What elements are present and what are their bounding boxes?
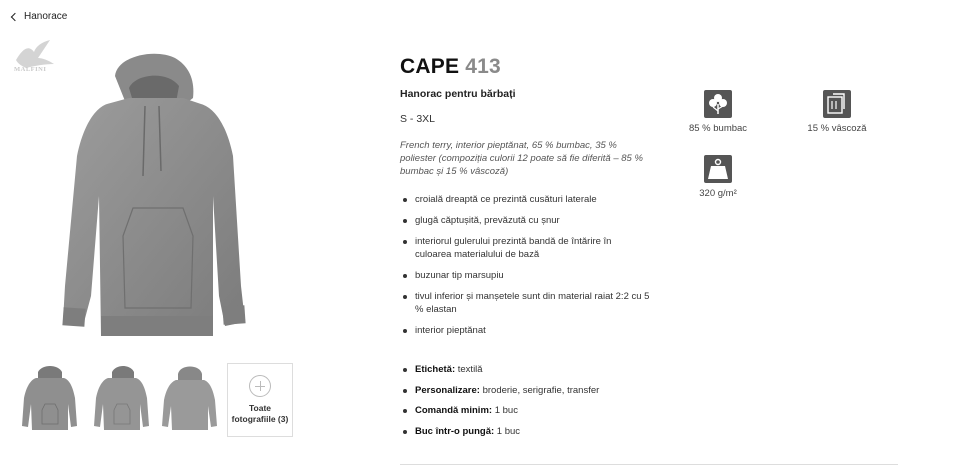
cotton-plant-icon [703,89,733,119]
chevron-left-icon [11,12,19,20]
gallery-all-photos-label: Toate fotografiile (3) [231,403,289,424]
feature-item: glugă căptușită, prevăzută cu șnur [400,214,650,227]
gallery-all-photos-button[interactable] [227,363,293,437]
weight-icon [703,154,733,184]
gallery-thumb-side[interactable] [90,364,154,434]
spec-value: broderie, serigrafie, transfer [479,384,600,396]
product-sizes: S - 3XL [400,113,436,125]
section-divider [400,464,898,465]
brand-logo-text: MALFINI [14,66,47,73]
feature-item: interior pieptănat [400,324,650,337]
feature-item: interiorul gulerului prezintă bandă de întărire în culoarea materialului de bază [400,235,650,261]
back-link-label: Hanorace [24,11,68,22]
spec-value: textilă [455,364,483,375]
feature-item: buzunar tip marsupiu [400,269,650,282]
product-subtitle: Hanorac pentru bărbați [400,88,516,100]
spec-list [400,363,599,445]
product-code: 413 [465,55,501,78]
product-main-image[interactable] [55,46,255,346]
attribute-weight [673,154,763,199]
feature-item: tivul inferior și manșetele sunt din material raiat 2:2 cu 5 % elastan [400,290,650,316]
hoodie-side-thumb-icon [90,364,154,434]
spec-label: Personalizare: [415,384,480,396]
spec-label: Comandă minim: [415,405,493,417]
feature-item: croială dreaptă ce prezintă cusături laterale [400,193,650,206]
product-description: French terry, interior pieptănat, 65 % bumbac, 35 % poliester (compoziția culorii 12 poate să fie diferită – 85 % bumbac și 15 % vâscoză) [400,140,643,177]
spec-label: Etichetă: [415,364,456,375]
spec-item-min-order [400,404,599,417]
back-link[interactable] [10,11,67,22]
plus-circle-icon [249,375,271,397]
spec-item-customization [400,384,599,397]
spec-value: 1 buc [494,425,521,437]
gallery-thumb-front[interactable] [18,364,82,434]
attribute-cotton-label: 85 % bumbac [688,123,748,134]
product-name: CAPE [400,55,460,78]
attribute-viscose [792,89,882,134]
product-title [400,55,501,79]
attribute-viscose-label: 15 % vâscoză [807,123,867,134]
attribute-weight-label: 320 g/m² [699,188,737,199]
spec-item-per-bag [400,425,599,438]
viscose-icon [822,89,852,119]
feature-list [400,193,650,345]
spec-label: Buc într-o pungă: [415,425,495,437]
hoodie-front-thumb-icon [18,364,82,434]
spec-item-label-tag [400,363,599,376]
spec-value: 1 buc [492,405,518,417]
hoodie-back-thumb-icon [158,364,222,434]
attribute-cotton [673,89,763,134]
gallery-thumb-back[interactable] [158,364,222,434]
